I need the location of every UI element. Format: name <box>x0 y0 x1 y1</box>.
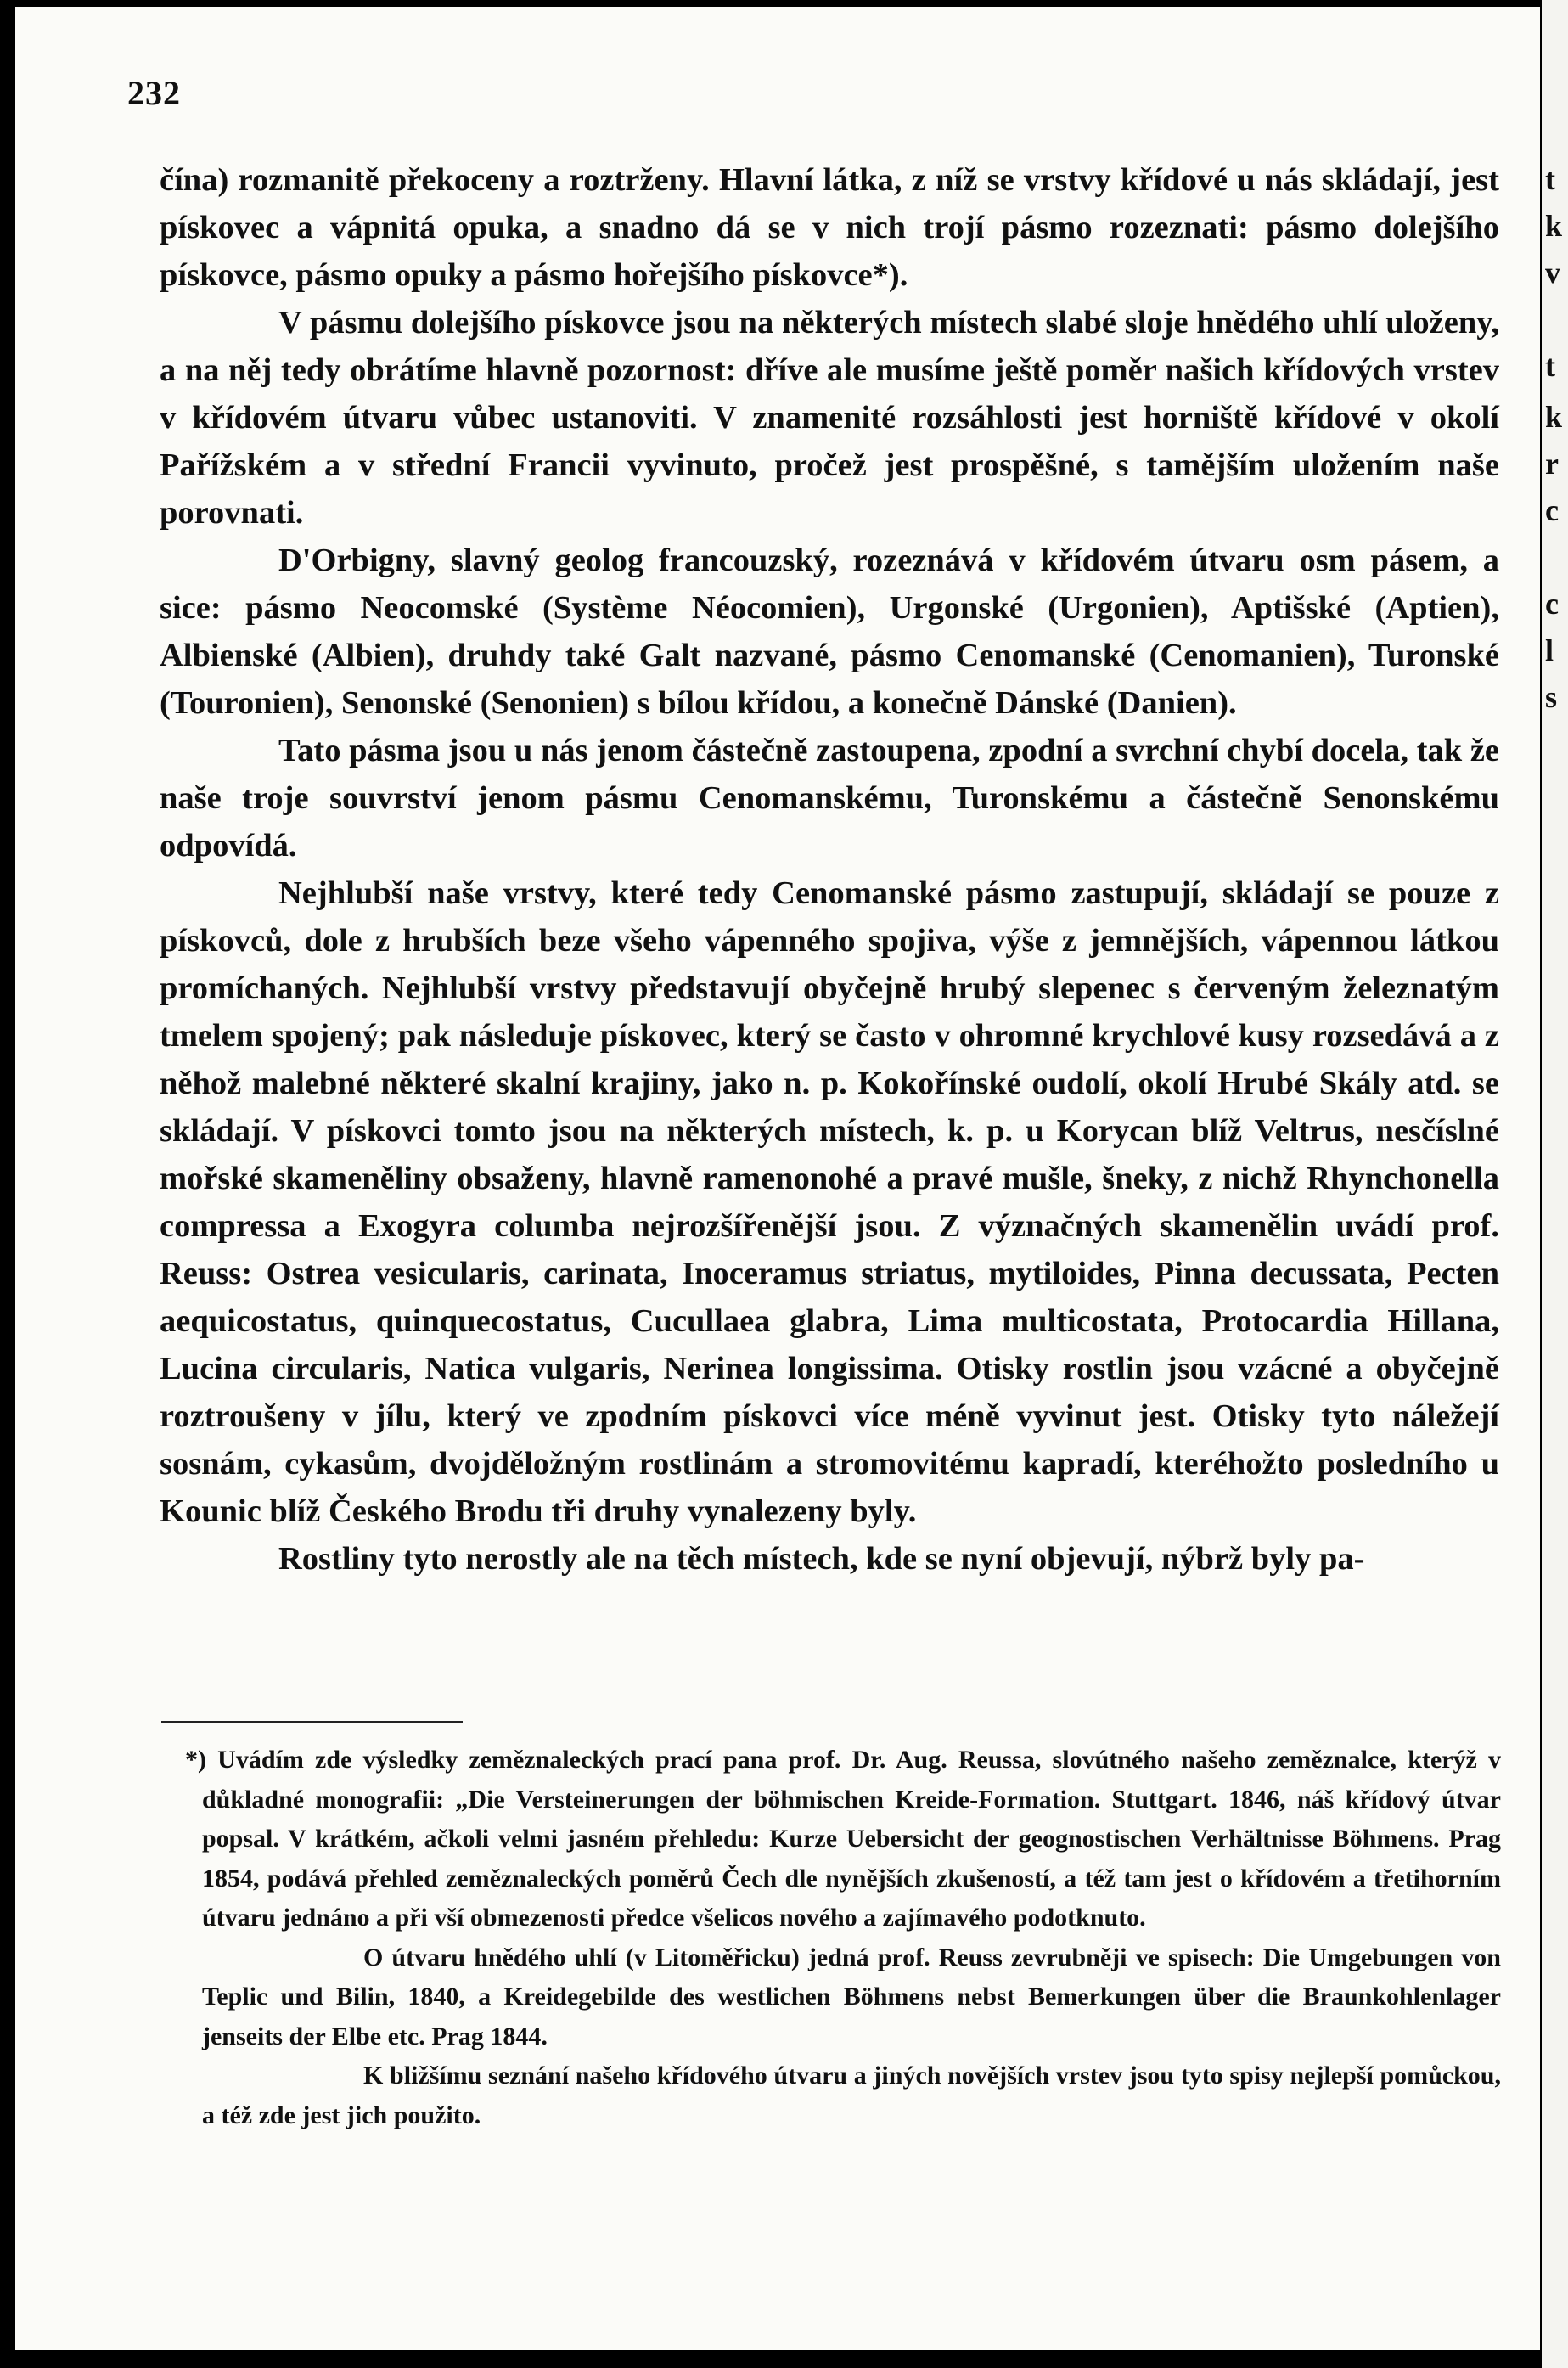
paragraph-4: Tato pásma jsou u nás jenom částečně zastoupena, zpodní a svrchní chybí docela, tak že naše troje souvrství jenom pásmu Cenomanskému, Turonskému a částečně Senonskému odpovídá. <box>160 733 1499 863</box>
body-text <box>160 156 1499 1583</box>
neighbor-page-edge <box>1540 0 1568 2368</box>
neighbor-fragment: t <box>1545 162 1555 196</box>
footnote-3: K bližšímu seznání našeho křídového útvaru a jiných novějších vrstev jsou tyto spisy nejlepší pomůckou, a též zde jest jich použito. <box>202 2061 1501 2129</box>
footnote-2: O útvaru hnědého uhlí (v Litoměřicku) jedná prof. Reuss zevrubněji ve spisech: Die Umgebungen von Teplic und Bilin, 1840, a Kreidegebilde des westlichen Böhmens nebst Bemerkungen über die Braunkohlenlager jenseits der Elbe etc. Prag 1844. <box>202 1943 1501 2050</box>
footnote-1 <box>185 1741 1501 1938</box>
neighbor-fragment: c <box>1545 493 1559 527</box>
book-page <box>15 7 1540 2350</box>
neighbor-fragment: s <box>1545 680 1558 714</box>
neighbor-fragment: r <box>1545 447 1559 481</box>
neighbor-fragment: k <box>1545 400 1563 434</box>
paragraph-5: Nejhlubší naše vrstvy, které tedy Cenomanské pásmo zastupují, skládají se pouze z pískovců, dole z hrubších beze všeho vápenného spojiva, výše z jemnějších, vápennou látkou promíchaných. Nejhlubší vrstvy představují obyčejně hrubý slepenec s červeným železnatým tmelem spojený; pak následuje pískovec, který se často v ohromné krychlové kusy rozsedává a z něhož malebné některé skalní krajiny, jako n. p. Kokořínské oudolí, okolí Hrubé Skály atd. se skládají. V pískovci tomto jsou na některých místech, k. p. u Korycan blíž Veltrus, nesčíslné mořské skameněliny obsaženy, hlavně ramenonohé a pravé mušle, šneky, z nichž Rhynchonella compressa a Exogyra columba nejrozšířenější jsou. Z význačných skamenělin uvádí prof. Reuss: Ostrea vesicularis, carinata, Inoceramus striatus, mytiloides, Pinna decussata, Pecten aequicostatus, quinquecostatus, Cucullaea glabra, Lima multicostata, Protocardia Hillana, Lucina circularis, Natica vulgaris, Nerinea longissima. Otisky rostlin jsou vzácné a obyčejně roztroušeny v jílu, který ve zpodním pískovci více méně vyvinut jest. Otisky tyto náležejí sosnám, cykasům, dvojděložným rostlinám a stromovitému kapradí, kteréhožto posledního u Kounic blíž Českého Brodu tři druhy vynalezeny byly. <box>160 875 1499 1529</box>
neighbor-fragment: l <box>1545 633 1554 667</box>
page-number: 232 <box>127 74 181 112</box>
paragraph-2: V pásmu dolejšího pískovce jsou na některých místech slabé sloje hnědého uhlí uloženy, a na něj tedy obrátíme hlavně pozornost: dříve ale musíme ještě poměr našich křídových vrstev v křídovém útvaru vůbec ustanoviti. V znamenité rozsáhlosti jest horniště křídové v okolí Pařížském a v střední Francii vyvinuto, pročež jest prospěšné, s tamějším uložením naše porovnati. <box>160 305 1499 531</box>
neighbor-fragment: v <box>1545 256 1560 290</box>
neighbor-fragment: c <box>1545 587 1559 621</box>
paragraph-6: Rostliny tyto nerostly ale na těch místech, kde se nyní objevují, nýbrž byly pa- <box>278 1541 1365 1577</box>
paragraph-1: čína) rozmanitě překoceny a roztrženy. Hlavní látka, z níž se vrstvy křídové u nás skládají, jest pískovec a vápnitá opuka, a snadno dá se v nich trojí pásmo rozeznati: pásmo dolejšího pískovce, pásmo opuky a pásmo hořejšího pískovce*). <box>160 162 1499 293</box>
neighbor-fragment: t <box>1545 349 1555 383</box>
paragraph-3: D'Orbigny, slavný geolog francouzský, rozeznává v křídovém útvaru osm pásem, a sice: pásmo Neocomské (Système Néocomien), Urgonské (Urgonien), Aptišské (Aptien), Albienské (Albien), druhdy také Galt nazvané, pásmo Cenomanské (Cenomanien), Turonské (Touronien), Senonské (Senonien) s bílou křídou, a konečně Dánské (Danien). <box>160 543 1499 721</box>
footnotes <box>185 1741 1501 2135</box>
footnote-1-text: *) Uvádím zde výsledky zeměznaleckých prací pana prof. Dr. Aug. Reussa, slovútného našeho zeměznalce, kterýž v důkladné monografii: „Die Versteinerungen der böhmischen Kreide-Formation. Stuttgart. 1846, náš křídový útvar popsal. V krátkém, ačkoli velmi jasném přehledu: Kurze Uebersicht der geognostischen Verhältnisse Böhmens. Prag 1854, podává přehled zeměznaleckých poměrů Čech dle nynějších zkušeností, a též tam jest o křídovém a třetihorním útvaru jednáno a při vší obmezenosti předce všelicos nového a zajímavého podotknuto. <box>185 1746 1501 1932</box>
neighbor-fragment: k <box>1545 209 1563 243</box>
footnote-divider <box>161 1721 463 1723</box>
